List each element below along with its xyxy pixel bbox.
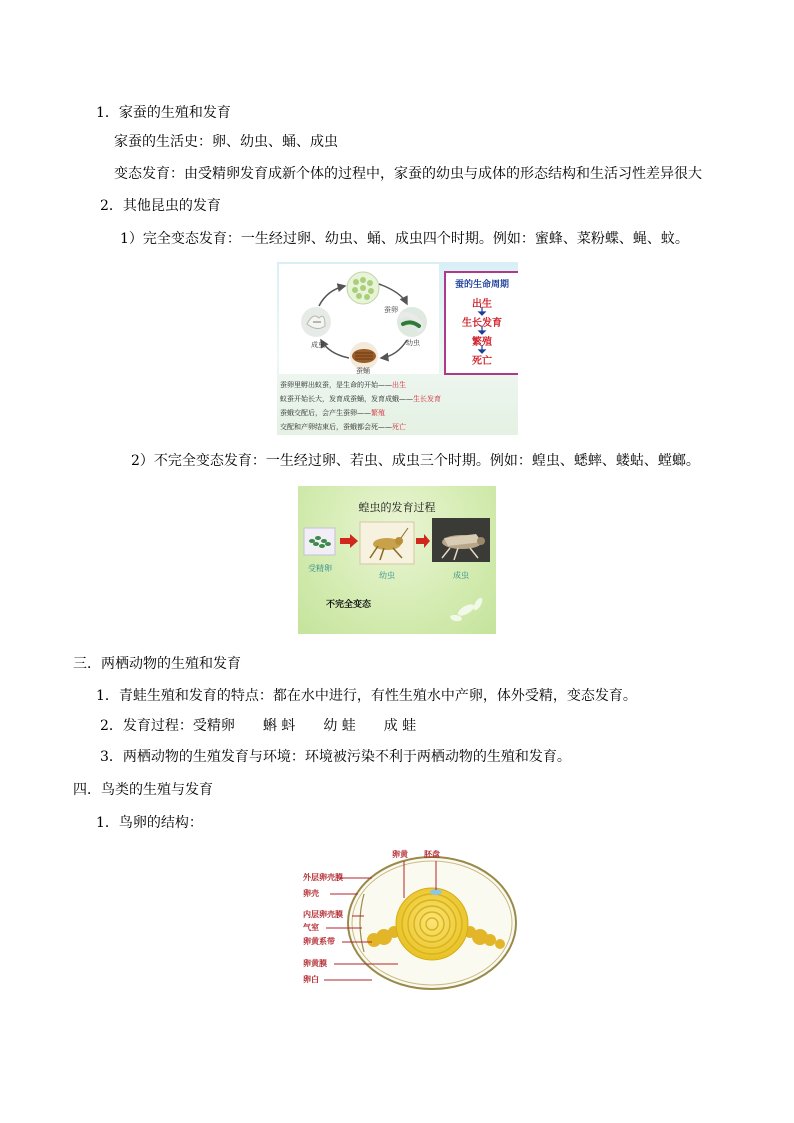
desc-line-2: 蚁蚕开始长大，发育成蚕蛹，发育成蛾——生长发育 [280, 395, 441, 403]
life-cycle-box [444, 271, 518, 375]
complete-metamorphosis: 1）完全变态发育：一生经过卵、幼虫、蛹、成虫四个时期。例如：蜜蜂、菜粉蝶、蝇、蚊。 [120, 231, 689, 247]
label-air-cell: 气室 [303, 922, 319, 932]
silkworm-moth-image [301, 307, 331, 337]
silkworm-egg-image [347, 272, 379, 304]
label-yolk: 卵黄 [392, 849, 408, 859]
nymph-stage-label: 幼虫 [379, 571, 395, 580]
fertilized-egg-image [304, 528, 335, 555]
stage-death: 死亡 [472, 356, 492, 367]
locust-figure-title: 蝗虫的发育过程 [358, 501, 436, 514]
cycle-panel [279, 264, 439, 374]
label-outer-shell-membrane: 外层卵壳膜 [303, 872, 343, 882]
pupa-label: 蚕蛹 [356, 367, 370, 375]
label-chalaza: 卵黄系带 [303, 936, 335, 946]
silkworm-larva-image [397, 307, 427, 337]
stage-birth: 出生 [472, 299, 492, 310]
adult-locust-image [432, 518, 490, 562]
amphibian-environment: 3．两栖动物的生殖发育与环境：环境被污染不利于两栖动物的生殖和发育。 [100, 749, 571, 765]
frog-reproduction-features: 1．青蛙生殖和发育的特点：都在水中进行，有性生殖水中产卵，体外受精，变态发育。 [96, 688, 637, 704]
arrow-nymph-to-adult [416, 534, 430, 548]
egg-stage-label: 受精卵 [308, 564, 332, 573]
leaf-decoration-icon [450, 596, 485, 622]
label-germinal-disc: 胚盘 [424, 849, 440, 859]
label-inner-shell-membrane: 内层卵壳膜 [303, 909, 343, 919]
heading-other-insects: 2．其他昆虫的发育 [100, 198, 221, 214]
arrow-egg-to-nymph [340, 534, 358, 548]
larva-label: 幼虫 [406, 339, 420, 347]
locust-development-figure [298, 486, 496, 634]
label-albumen: 卵白 [303, 974, 319, 984]
bird-egg-structure-figure [302, 846, 518, 994]
yolk-shape [396, 888, 468, 960]
metamorphosis-definition: 变态发育：由受精卵发育成新个体的过程中，家蚕的幼虫与成体的形态结构和生活习性差异很大 [114, 166, 702, 182]
egg-label: 蚕卵 [384, 306, 398, 314]
bird-egg-diagram [302, 846, 518, 994]
adult-stage-label: 成虫 [453, 571, 469, 580]
frog-development-process: 2．发育过程：受精卵 蝌 蚪 幼 蛙 成 蛙 [100, 718, 417, 734]
life-cycle-title: 蚕的生命周期 [454, 280, 509, 290]
stage-arrows [446, 273, 518, 373]
heading-birds: 四．鸟类的生殖与发育 [73, 782, 213, 798]
adult-label: 成虫 [311, 341, 325, 349]
label-yolk-membrane: 卵黄膜 [303, 958, 327, 968]
nymph-image [360, 522, 414, 564]
desc-line-4: 交配和产卵结束后，蚕蛾都会死——死亡 [280, 423, 406, 431]
locust-development-diagram [298, 486, 496, 634]
heading-silkworm: 1．家蚕的生殖和发育 [96, 105, 231, 121]
stage-growth: 生长发育 [462, 318, 502, 329]
silkworm-cycle-diagram [279, 264, 439, 374]
bird-egg-structure-heading: 1．鸟卵的结构： [96, 815, 203, 831]
incomplete-metamorphosis-note: 不完全变态 [326, 600, 372, 610]
label-shell: 卵壳 [303, 888, 319, 898]
incomplete-metamorphosis: 2）不完全变态发育：一生经过卵、若虫、成虫三个时期。例如：蝗虫、蟋蟀、蝼蛄、螳螂。 [131, 453, 700, 469]
stage-reproduction: 繁殖 [472, 337, 492, 348]
heading-amphibians: 三．两栖动物的生殖和发育 [73, 656, 241, 672]
silkworm-life-history: 家蚕的生活史：卵、幼虫、蛹、成虫 [114, 134, 338, 150]
desc-line-1: 蚕卵里孵出蚁蚕，是生命的开始——出生 [280, 381, 406, 389]
silkworm-life-cycle-figure [277, 262, 518, 435]
desc-line-3: 蚕蛾交配后，会产生蚕卵——繁殖 [280, 409, 385, 417]
